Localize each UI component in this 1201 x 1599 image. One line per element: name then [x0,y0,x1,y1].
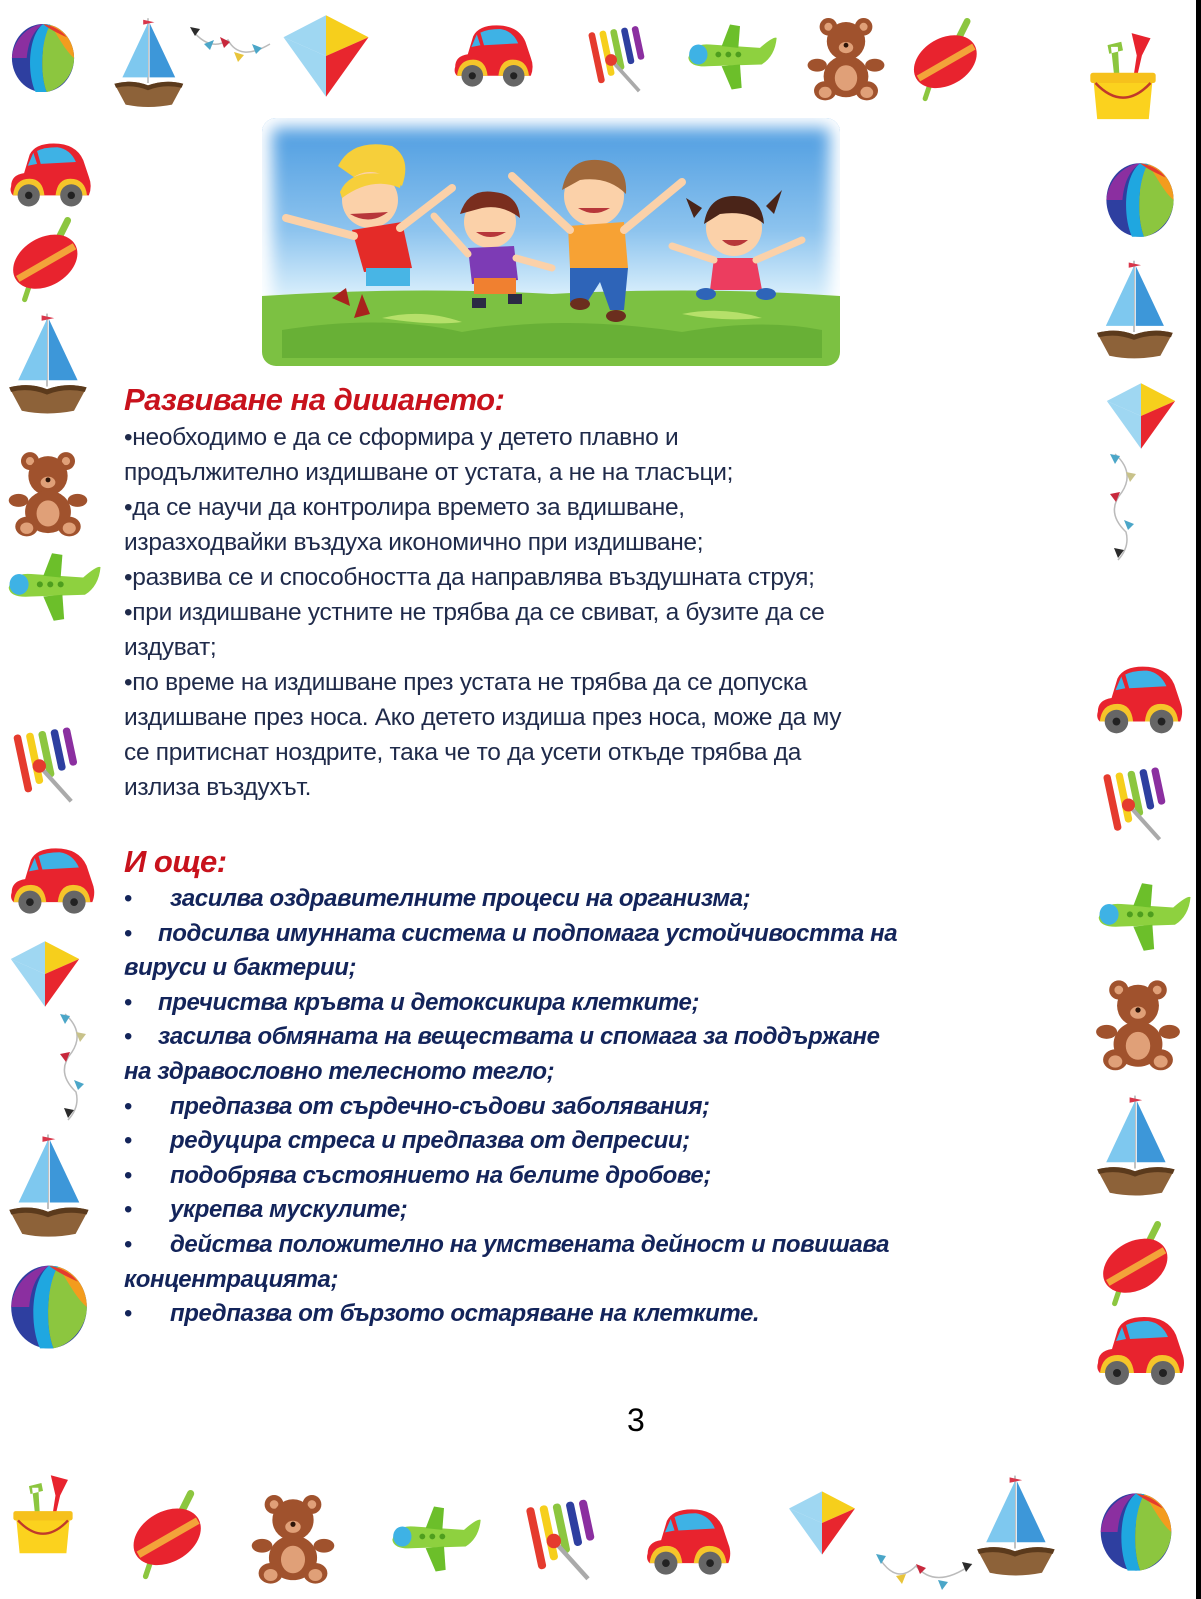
car-icon [1090,1310,1190,1392]
pennant-string-icon [190,22,275,72]
sailboat-icon [108,4,188,122]
child-girl-pigtails [672,190,802,300]
sailboat-icon [1090,1088,1180,1204]
teddy-bear-icon [6,448,90,538]
kite-icon [762,1490,882,1556]
page-number: 3 [627,1402,645,1438]
spinning-top-icon [124,1480,214,1590]
xylophone-icon [580,20,654,100]
ball-icon [1094,160,1186,240]
section-title-breathing: Развиване на дишането: [124,382,505,417]
airplane-icon [0,548,104,626]
pennant-string-icon [876,1550,976,1596]
list-item: • пречиства кръвта и детоксикира клетките; [124,986,1054,1021]
ball-icon [1094,1484,1178,1580]
ball-icon [4,1258,94,1356]
list-item: • редуцира стреса и предпазва от депресии; [124,1124,1054,1159]
list-item: • засилва обмяната на веществата и спомага за поддържане на здравословно телесното тегло; [124,1020,1054,1089]
bullet-icon: • [124,1230,133,1258]
bullet-icon: • [124,1300,133,1328]
text-line: •необходимо е да се сформира у детето плавно и [124,424,679,451]
xylophone-icon [4,722,88,810]
list-item: • действа положително на умствената дейност и повишава концентрацията; [124,1228,1054,1297]
sand-bucket-icon [4,1450,82,1580]
sailboat-icon [970,1466,1060,1586]
bullet-icon: • [124,988,133,1016]
text-line: •по време на издишване през устата не трябва да се допуска [124,669,808,696]
text-line: излиза въздухът. [124,774,312,801]
bullet-icon: • [124,1196,133,1224]
text-line: •при издишване устните не трябва да се свиват, а бузите да се [124,599,825,626]
breathing-paragraph [124,420,1054,805]
sailboat-icon [2,300,92,428]
pennant-string-icon [50,1012,90,1122]
car-icon [4,842,100,920]
list-item: • предпазва от бързото остаряване на клетките. [124,1297,1054,1332]
teddy-bear-icon [806,12,886,104]
bullet-icon: • [124,1127,133,1155]
bullet-icon: • [124,1161,133,1189]
text-line: •да се научи да контролира времето за вдишване, [124,494,685,521]
bullet-icon: • [124,885,133,912]
car-icon [1090,660,1188,740]
section-title-more: И още: [124,844,227,879]
list-item: • предпазва от сърдечно-съдови заболявания; [124,1090,1054,1125]
sailboat-icon [2,1130,94,1242]
list-item: • подсилва имунната система и подпомага устойчивостта на вируси и бактерии; [124,917,1054,986]
kite-icon [275,12,377,100]
car-icon [448,20,538,92]
sand-bucket-icon [1080,14,1166,140]
list-item: • подобрява състоянието на белите дробове; [124,1159,1054,1194]
benefits-list [124,882,1054,1332]
spinning-top-icon [1094,1214,1180,1314]
page-content [124,380,1054,1332]
xylophone-icon [1094,760,1176,850]
xylophone-icon [516,1496,606,1586]
spinning-top-icon [4,210,90,310]
bullet-icon: • [124,1023,133,1051]
bullet-icon: • [124,919,133,947]
child-boy-purple [434,191,552,308]
car-icon [640,1500,736,1584]
text-line: •развива се и способността да направлява въздушната струя; [124,564,815,591]
bullet-icon: • [124,1092,133,1120]
kite-icon [4,935,86,1013]
pennant-string-icon [1100,452,1140,564]
text-line: издуват; [124,634,217,661]
text-line: издишване през носа. Ако детето издиша през носа, може да му [124,704,842,731]
airplane-icon [384,1500,484,1578]
airplane-icon [1090,876,1194,958]
hero-image-jumping-children [262,118,840,366]
list-item: • укрепва мускулите; [124,1193,1054,1228]
kite-icon [1100,376,1182,456]
teddy-bear-icon [1094,976,1182,1072]
car-icon [2,138,98,212]
sailboat-icon [1090,250,1178,370]
spinning-top-icon [905,14,989,106]
text-line: продължително издишване от устата, а не на тласъци; [124,459,734,486]
text-line: се притиснат ноздрите, така че то да усети откъде трябва да [124,739,802,766]
airplane-icon [680,18,780,96]
screen-edge [1196,0,1201,1599]
text-line: изразходвайки въздуха икономично при издишване; [124,529,704,556]
ball-icon [6,18,80,98]
teddy-bear-icon [250,1488,336,1588]
list-item: • засилва оздравителните процеси на организма; [124,882,1054,917]
